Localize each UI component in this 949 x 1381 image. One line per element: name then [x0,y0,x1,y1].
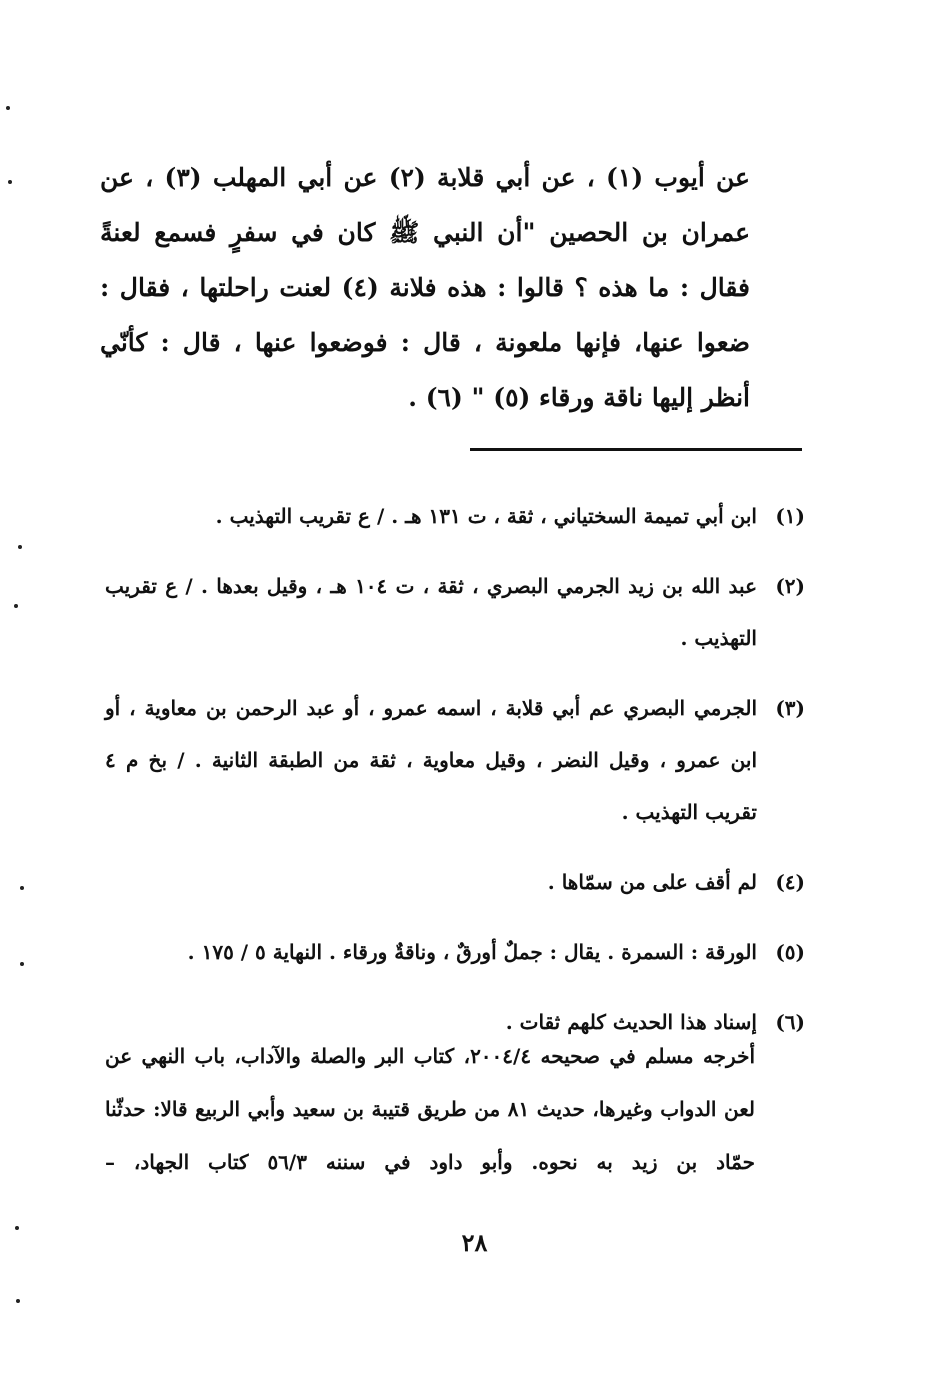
footnote-text: لم أقف على من سمّاها . [547,870,757,894]
scan-dot [6,106,10,110]
footnote-5 [105,926,805,978]
main-paragraph [100,150,750,425]
footnote-1 [105,490,805,542]
takhrij-paragraph: أخرجه مسلم في صحيحه ٢٠٠٤/٤، كتاب البر والصلة والآداب، باب النهي عن لعن الدواب وغيرها، حديث ٨١ من طريق قتيبة بن سعيد وأبي الربيع قالا: حدثّنا حمّاد بن زيد به نحوه. وأبو داود في سننه ٥٦/٣ كتاب الجهاد، – [105,1044,756,1174]
footnote-text: الورقة : السمرة . يقال : جملٌ أورقٌ ، وناقةٌ ورقاء . النهاية ٥ / ١٧٥ . [187,940,757,964]
footnote-text: عبد الله بن زيد الجرمي البصري ، ثقة ، ت ١٠٤ هـ ، وقيل بعدها . / ع تقريب التهذيب . [105,574,757,650]
footnote-text: ابن أبي تميمة السختياني ، ثقة ، ت ١٣١ هـ . / ع تقريب التهذيب . [215,504,757,528]
scan-dot [15,1226,19,1230]
footnote-number: (٥) [775,940,805,964]
footnote-separator [470,448,802,451]
scan-dot [20,886,24,890]
footnote-text: الجرمي البصري عم أبي قلابة ، اسمه عمرو ، أو عبد الرحمن بن معاوية ، أو ابن عمرو ، وقيل النضر ، وقيل معاوية ، ثقة من الطبقة الثانية . / بخ م ٤ تقريب التهذيب . [105,696,757,824]
scan-dot [18,545,22,549]
scan-dot [14,604,18,608]
footnotes [105,490,805,1066]
footnote-2 [105,560,805,664]
scan-dot [20,962,24,966]
footnote-number: (٢) [775,574,805,598]
hadith-text: عن أيوب (١) ، عن أبي قلابة (٢) عن أبي المهلب (٣) ، عن عمران بن الحصين "أن النبي ﷺ كان في سفرٍ فسمع لعنةً فقال : ما هذه ؟ قالوا : هذه فلانة (٤) لعنت راحلتها ، فقال : ضعوا عنها، فإنها ملعونة ، قال : فوضعوا عنها ، قال : كأنّي أنظر إليها ناقة ورقاء (٥) " (٦) . [100,163,751,412]
page-number: ٢٨ [461,1228,488,1257]
footnote-text: إسناد هذا الحديث كلهم ثقات . [505,1010,757,1034]
footnote-number: (٤) [775,870,805,894]
footnote-number: (١) [775,504,805,528]
scan-dot [8,180,12,184]
footnote-3 [105,682,805,838]
footnote-number: (٦) [775,1010,805,1034]
footnote-number: (٣) [775,696,805,720]
scan-dot [16,1299,20,1303]
footnote-4 [105,856,805,908]
